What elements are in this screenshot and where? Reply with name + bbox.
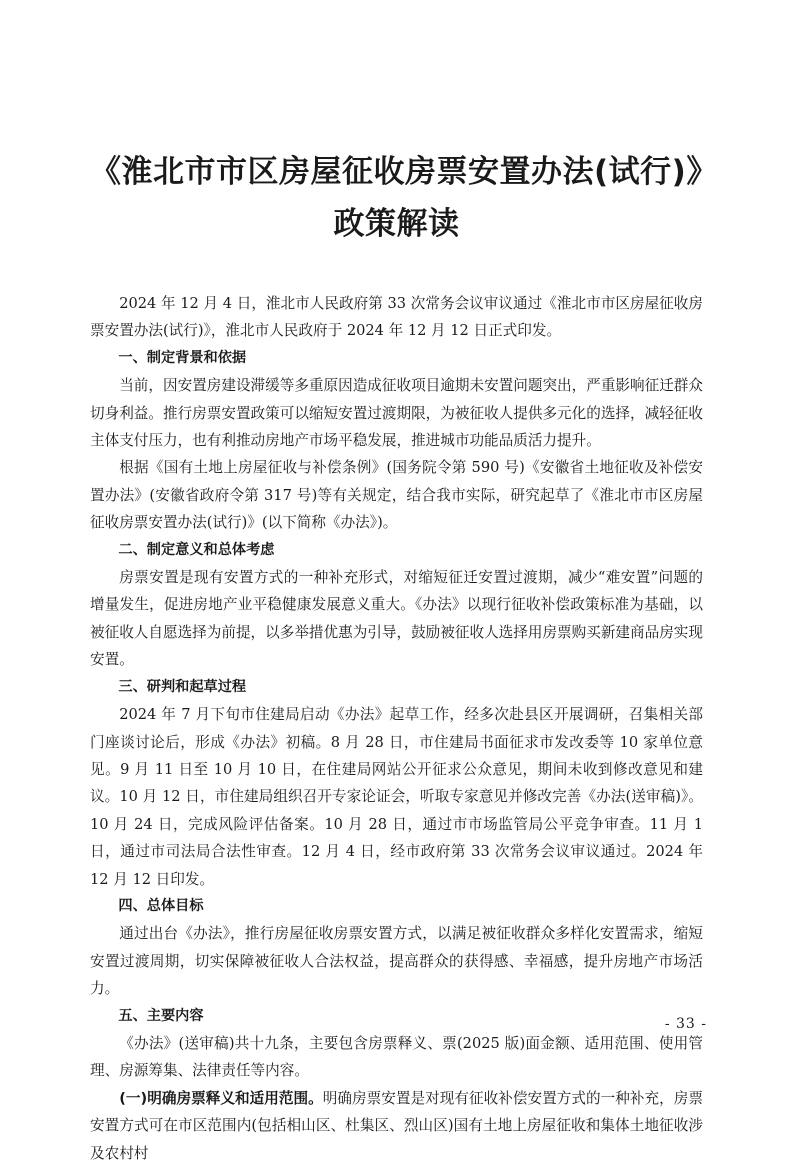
intro-paragraph: 2024 年 12 月 4 日，淮北市人民政府第 33 次常务会议审议通过《淮北市市区房屋征收房票安置办法(试行)》，淮北市人民政府于 2024 年 12 月 12 日正式印发。 [90, 295, 703, 340]
subsection-text: 明确房票安置是对现有征收补偿安置方式的一种补充，房票安置方式可在市区范围内(包括相山区、杜集区、烈山区)国有土地上房屋征收和集体土地征收涉及农村村 [90, 1089, 703, 1162]
document-title-line1: 《淮北市市区房屋征收房票安置办法(试行)》 [90, 154, 718, 190]
document-body [90, 290, 703, 1167]
paragraph: 2024 年 7 月下旬市住建局启动《办法》起草工作，经多次赴县区开展调研，召集相关部门座谈讨论后，形成《办法》初稿。8 月 28 日，市住建局书面征求市发改委等 10 家单位意见。9 月 11 日至 10 月 10 日，在住建局网站公开征求公众意见，期间未收到修改意见和建议。10 月 12 日，市住建局组织召开专家论证会，听取专家意见并修改完善《办法(送审稿)》。10 月 24 日，完成风险评估备案。10 月 28 日，通过市市场监管局公平竞争审查。11 月 1 日，通过市司法局合法性审查。12 月 4 日，经市政府第 33 次常务会议审议通过。2024 年 12 月 12 日印发。 [90, 706, 703, 888]
page-number: - 33 - [664, 1016, 707, 1032]
paragraph: 根据《国有土地上房屋征收与补偿条例》(国务院令第 590 号)《安徽省土地征收及补偿安置办法》(安徽省政府令第 317 号)等有关规定，结合我市实际，研究起草了《淮北市市区房屋征收房票安置办法(试行)》(以下简称《办法》)。 [90, 459, 703, 532]
document-title-line2: 政策解读 [333, 206, 460, 242]
section-heading-5: 五、主要内容 [118, 1007, 204, 1024]
subsection-paragraph [90, 1085, 703, 1167]
section-heading-3: 三、研判和起草过程 [118, 678, 247, 695]
paragraph: 当前，因安置房建设滞缓等多重原因造成征收项目逾期未安置问题突出，严重影响征迁群众切身利益。推行房票安置政策可以缩短安置过渡期限，为被征收人提供多元化的选择，减轻征收主体支付压力，也有利推动房地产市场平稳发展，推进城市功能品质活力提升。 [90, 377, 703, 450]
paragraph: 房票安置是现有安置方式的一种补充形式，对缩短征迁安置过渡期，减少“难安置”问题的增量发生，促进房地产业平稳健康发展意义重大。《办法》以现行征收补偿政策标准为基础，以被征收人自愿选择为前提，以多举措优惠为引导，鼓励被征收人选择用房票购买新建商品房实现安置。 [90, 569, 703, 669]
section-heading-4: 四、总体目标 [118, 897, 204, 914]
paragraph: 通过出台《办法》，推行房屋征收房票安置方式，以满足被征收群众多样化安置需求，缩短安置过渡周期，切实保障被征收人合法权益，提高群众的获得感、幸福感，提升房地产市场活力。 [90, 925, 703, 998]
subsection-label: (一)明确房票释义和适用范围。 [119, 1089, 323, 1107]
paragraph: 《办法》(送审稿)共十九条，主要包含房票释义、票(2025 版)面金额、适用范围、使用管理、房源筹集、法律责任等内容。 [90, 1034, 703, 1080]
section-heading-2: 二、制定意义和总体考虑 [118, 541, 275, 558]
section-heading-1: 一、制定背景和依据 [118, 349, 247, 366]
